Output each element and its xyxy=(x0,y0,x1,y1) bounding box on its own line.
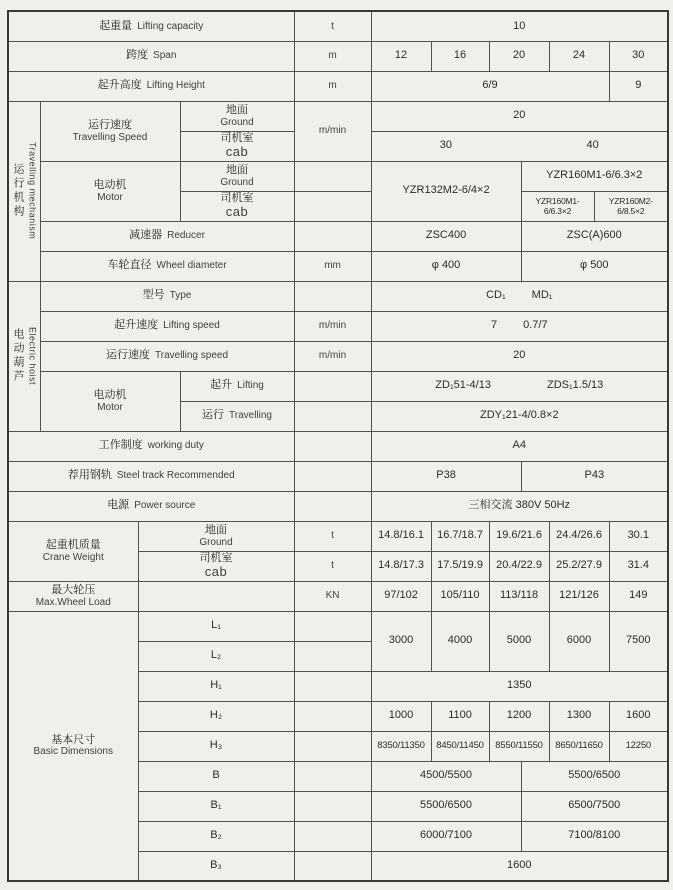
reducer-unit-cell xyxy=(294,221,371,251)
travel-speed-ground-value-cell: 20 xyxy=(371,101,668,131)
ground-sublabel-zh: 地面 xyxy=(226,103,249,116)
dim-L-value-cell: 4000 xyxy=(431,611,489,671)
lifting-capacity-label-cell xyxy=(8,11,294,41)
crane-specification-table xyxy=(7,10,669,882)
lifting-height-label-zh: 起升高度 xyxy=(97,79,142,92)
crane-weight-cab-value-cell: 20.4/22.9 xyxy=(489,551,549,581)
crane-weight-label-zh: 起重机质量 xyxy=(45,538,101,551)
hoist-motor-unit-cell xyxy=(294,401,371,431)
span-unit-cell xyxy=(294,41,371,71)
dim-H3-value-cell: 8650/11650 xyxy=(549,731,609,761)
motor-label-en: Motor xyxy=(97,191,123,203)
dim-B-right-cell: 5500/6500 xyxy=(521,761,668,791)
hoist-lifting-speed-label-en: Lifting speed xyxy=(163,320,220,332)
lifting-capacity-value-cell: 10 xyxy=(371,11,668,41)
crane-weight-cab-sublabel-cell xyxy=(138,551,294,581)
travel-speed-cab-sublabel-cell xyxy=(180,131,294,161)
section-basic-dimensions-en: Basic Dimensions xyxy=(33,746,113,758)
motor-left-value-cell: YZR132M2-6/4×2 xyxy=(371,161,521,221)
dim-L-value-cell: 6000 xyxy=(549,611,609,671)
hoist-type-values xyxy=(373,289,667,302)
row-lifting-height xyxy=(8,71,668,101)
max-wheel-load-unit: KN xyxy=(325,590,340,602)
power-source-label-zh: 电源 xyxy=(107,499,130,512)
span-unit: m xyxy=(328,50,337,62)
travel-speed-label-cell xyxy=(40,101,180,161)
dim-L-value-cell: 7500 xyxy=(609,611,668,671)
dim-H3-value-cell: 12250 xyxy=(609,731,668,761)
dim-H3-value-cell: 8350/11350 xyxy=(371,731,431,761)
lifting-height-last-cell: 9 xyxy=(609,71,668,101)
span-label-en: Span xyxy=(153,50,177,62)
hoist-motor-label-cell xyxy=(40,371,180,431)
hoist-lifting-speed-unit-cell xyxy=(294,311,371,341)
hoist-type-b: MD₁ xyxy=(531,289,553,302)
dim-unit-cell xyxy=(294,851,371,881)
hoist-type-label-cell xyxy=(40,281,294,311)
lifting-height-unit: m xyxy=(328,80,337,92)
row-hoist-type xyxy=(8,281,668,311)
dim-unit-cell xyxy=(294,731,371,761)
hoist-motor-lifting-a: ZD₁51-4/13 xyxy=(435,379,491,392)
crane-weight-ground-value-cell: 14.8/16.1 xyxy=(371,521,431,551)
lifting-capacity-unit-cell xyxy=(294,11,371,41)
span-label-cell xyxy=(8,41,294,71)
power-source-value-cell: 三相交流 380V 50Hz xyxy=(371,491,668,521)
wheel-diameter-unit: mm xyxy=(324,260,341,272)
steel-track-label-cell xyxy=(8,461,294,491)
span-value-cell: 12 xyxy=(371,41,431,71)
lifting-height-label-en: Lifting Height xyxy=(146,80,205,92)
dim-B3-value-cell: 1600 xyxy=(371,851,668,881)
crane-weight-unit: t xyxy=(331,560,334,572)
row-hoist-lifting-speed xyxy=(8,311,668,341)
row-hoist-travelling-speed xyxy=(8,341,668,371)
crane-weight-ground-value-cell: 24.4/26.6 xyxy=(549,521,609,551)
steel-track-left-cell: P38 xyxy=(371,461,521,491)
hoist-motor-travelling-value-cell: ZDY₁21-4/0.8×2 xyxy=(371,401,668,431)
section-electric-hoist xyxy=(10,283,39,429)
ground-sublabel-en: Ground xyxy=(220,116,254,128)
dim-B-left-cell: 4500/5500 xyxy=(371,761,521,791)
crane-weight-cab-value-cell: 25.2/27.9 xyxy=(549,551,609,581)
power-source-label-en: Power source xyxy=(134,500,196,512)
row-crane-weight-ground xyxy=(8,521,668,551)
hoist-lifting-speed-label-zh: 起升速度 xyxy=(114,319,159,332)
section-basic-dimensions-cell xyxy=(8,611,138,881)
dim-B2-left-cell: 6000/7100 xyxy=(371,821,521,851)
dim-L-value-cell: 5000 xyxy=(489,611,549,671)
steel-track-unit-cell xyxy=(294,461,371,491)
crane-weight-cab-value-cell: 31.4 xyxy=(609,551,668,581)
span-value-cell: 30 xyxy=(609,41,668,71)
row-span xyxy=(8,41,668,71)
row-reducer xyxy=(8,221,668,251)
dim-H1-value-cell: 1350 xyxy=(371,671,668,701)
hoist-motor-lifting-b: ZDS₁1.5/13 xyxy=(546,379,604,392)
hoist-lifting-speed-unit: m/min xyxy=(318,320,347,332)
motor-label-zh: 电动机 xyxy=(93,178,127,191)
crane-weight-unit: t xyxy=(331,530,334,542)
travel-speed-cab-right: 40 xyxy=(586,139,599,152)
ground-sublabel-zh: 地面 xyxy=(226,163,249,176)
hoist-motor-lifting-sublabel-en: Lifting xyxy=(237,380,264,392)
reducer-label-en: Reducer xyxy=(167,230,205,242)
motor-right-bottom-right-cell: YZR160M2-6/8.5×2 xyxy=(594,191,668,221)
motor-right-top-value-cell: YZR160M1-6/6.3×2 xyxy=(521,161,668,191)
steel-track-label-en: Steel track Recommended xyxy=(116,470,235,482)
row-power-source xyxy=(8,491,668,521)
hoist-lifting-speed-b: 0.7/7 xyxy=(523,319,548,332)
cab-sublabel-en: cab xyxy=(204,563,228,579)
section-travelling-mechanism-en: Travelling mechanism xyxy=(27,142,38,240)
row-steel-track xyxy=(8,461,668,491)
span-value-cell: 20 xyxy=(489,41,549,71)
hoist-travelling-speed-label-en: Travelling speed xyxy=(155,350,229,362)
travel-speed-unit: m/min xyxy=(318,125,347,137)
dim-unit-cell xyxy=(294,791,371,821)
working-duty-label-cell xyxy=(8,431,294,461)
reducer-left-value-cell: ZSC400 xyxy=(371,221,521,251)
row-hoist-motor-lifting xyxy=(8,371,668,401)
cab-sublabel-zh: 司机室 xyxy=(220,192,254,205)
reducer-label-cell xyxy=(40,221,294,251)
motor-ground-sublabel-cell xyxy=(180,161,294,191)
dim-H2-value-cell: 1300 xyxy=(549,701,609,731)
dim-unit-cell xyxy=(294,701,371,731)
dim-H3-value-cell: 8550/11550 xyxy=(489,731,549,761)
lifting-height-unit-cell xyxy=(294,71,371,101)
dim-H2-value-cell: 1000 xyxy=(371,701,431,731)
hoist-motor-travelling-sublabel-zh: 运行 xyxy=(202,409,225,422)
steel-track-right-cell: P43 xyxy=(521,461,668,491)
motor-right-bottom-left-cell: YZR160M1-6/6.3×2 xyxy=(521,191,594,221)
ground-sublabel-en: Ground xyxy=(220,176,254,188)
dim-L2-sublabel-cell: L₂ xyxy=(138,641,294,671)
dim-H3-value-cell: 8450/11450 xyxy=(431,731,489,761)
section-electric-hoist-cell xyxy=(8,281,40,431)
section-travelling-mechanism-cell xyxy=(8,101,40,281)
cab-sublabel-en: cab xyxy=(225,203,249,219)
dim-B1-left-cell: 5500/6500 xyxy=(371,791,521,821)
max-wheel-load-label-zh: 最大轮压 xyxy=(51,583,96,596)
dim-H3-sublabel-cell: H₃ xyxy=(138,731,294,761)
dim-H2-value-cell: 1600 xyxy=(609,701,668,731)
hoist-travelling-speed-unit: m/min xyxy=(318,350,347,362)
hoist-type-a: CD₁ xyxy=(486,289,506,302)
dim-B2-right-cell: 7100/8100 xyxy=(521,821,668,851)
hoist-motor-lifting-sublabel-zh: 起升 xyxy=(210,379,233,392)
hoist-lifting-speed-value-cell xyxy=(371,311,668,341)
working-duty-label-en: working duty xyxy=(147,440,204,452)
reducer-right-value-cell: ZSC(A)600 xyxy=(521,221,668,251)
row-lifting-capacity xyxy=(8,11,668,41)
motor-unit-cell xyxy=(294,161,371,191)
hoist-travelling-speed-value-cell: 20 xyxy=(371,341,668,371)
travel-speed-cab-left: 30 xyxy=(439,139,453,152)
dim-unit-cell xyxy=(294,641,371,671)
dim-unit-cell xyxy=(294,611,371,641)
lifting-height-main-cell: 6/9 xyxy=(371,71,609,101)
section-travelling-mechanism xyxy=(10,103,39,279)
dim-B1-right-cell: 6500/7500 xyxy=(521,791,668,821)
wheel-diameter-label-en: Wheel diameter xyxy=(156,260,227,272)
span-label-zh: 跨度 xyxy=(126,49,149,62)
section-basic-dimensions-zh: 基本尺寸 xyxy=(51,733,96,746)
hoist-travelling-speed-unit-cell xyxy=(294,341,371,371)
hoist-type-label-zh: 型号 xyxy=(142,289,165,302)
row-max-wheel-load xyxy=(8,581,668,611)
hoist-motor-label-zh: 电动机 xyxy=(93,388,127,401)
max-wheel-load-unit-cell xyxy=(294,581,371,611)
hoist-motor-lifting-values xyxy=(373,379,667,392)
reducer-label-zh: 减速器 xyxy=(129,229,163,242)
dim-unit-cell xyxy=(294,671,371,701)
crane-weight-ground-value-cell: 16.7/18.7 xyxy=(431,521,489,551)
lifting-capacity-unit: t xyxy=(331,20,334,32)
hoist-travelling-speed-label-cell xyxy=(40,341,294,371)
row-motor-ground xyxy=(8,161,668,191)
hoist-type-value-cell xyxy=(371,281,668,311)
hoist-lifting-speed-values xyxy=(373,319,667,332)
max-wheel-load-value-cell: 121/126 xyxy=(549,581,609,611)
working-duty-label-zh: 工作制度 xyxy=(98,439,143,452)
hoist-motor-unit-cell xyxy=(294,371,371,401)
travel-speed-label-zh: 运行速度 xyxy=(88,118,132,131)
wheel-diameter-label-cell xyxy=(40,251,294,281)
wheel-diameter-right-cell: φ 500 xyxy=(521,251,668,281)
max-wheel-load-value-cell: 113/118 xyxy=(489,581,549,611)
hoist-lifting-speed-label-cell xyxy=(40,311,294,341)
motor-label-cell xyxy=(40,161,180,221)
dim-unit-cell xyxy=(294,821,371,851)
dim-L-value-cell: 3000 xyxy=(371,611,431,671)
dim-H2-value-cell: 1100 xyxy=(431,701,489,731)
row-dim-L1 xyxy=(8,611,668,641)
row-wheel-diameter xyxy=(8,251,668,281)
max-wheel-load-label-cell xyxy=(8,581,138,611)
max-wheel-load-sublabel-cell xyxy=(138,581,294,611)
section-electric-hoist-zh: 电动葫芦 xyxy=(11,328,24,384)
travel-speed-label-en: Travelling Speed xyxy=(72,131,148,143)
hoist-motor-travelling-sublabel-cell xyxy=(180,401,294,431)
hoist-motor-label-en: Motor xyxy=(97,401,123,413)
crane-weight-unit-cell xyxy=(294,551,371,581)
cab-sublabel-zh: 司机室 xyxy=(199,552,233,565)
wheel-diameter-left-cell: φ 400 xyxy=(371,251,521,281)
travel-speed-cab-values-cell xyxy=(371,131,668,161)
cab-sublabel-en: cab xyxy=(225,143,249,159)
motor-cab-sublabel-cell xyxy=(180,191,294,221)
span-value-cell: 16 xyxy=(431,41,489,71)
ground-sublabel-en: Ground xyxy=(199,536,233,548)
power-source-label-cell xyxy=(8,491,294,521)
max-wheel-load-value-cell: 105/110 xyxy=(431,581,489,611)
lifting-capacity-label-en: Lifting capacity xyxy=(137,20,204,32)
dim-unit-cell xyxy=(294,761,371,791)
steel-track-label-zh: 荐用钢轨 xyxy=(67,469,112,482)
dim-B1-sublabel-cell: B₁ xyxy=(138,791,294,821)
crane-weight-ground-value-cell: 19.6/21.6 xyxy=(489,521,549,551)
crane-weight-cab-value-cell: 17.5/19.9 xyxy=(431,551,489,581)
crane-weight-ground-sublabel-cell xyxy=(138,521,294,551)
travel-speed-ground-sublabel-cell xyxy=(180,101,294,131)
dim-B-sublabel-cell: B xyxy=(138,761,294,791)
crane-weight-unit-cell xyxy=(294,521,371,551)
crane-weight-label-cell xyxy=(8,521,138,581)
max-wheel-load-label-en: Max.Wheel Load xyxy=(35,596,111,608)
hoist-type-unit-cell xyxy=(294,281,371,311)
section-electric-hoist-en: Electric hoist xyxy=(27,326,38,386)
crane-weight-label-en: Crane Weight xyxy=(42,551,104,563)
crane-weight-cab-value-cell: 14.8/17.3 xyxy=(371,551,431,581)
section-travelling-mechanism-zh: 运行机构 xyxy=(11,163,24,219)
dim-H2-sublabel-cell: H₂ xyxy=(138,701,294,731)
dim-H2-value-cell: 1200 xyxy=(489,701,549,731)
working-duty-unit-cell xyxy=(294,431,371,461)
travel-speed-unit-cell xyxy=(294,101,371,161)
row-working-duty xyxy=(8,431,668,461)
max-wheel-load-value-cell: 97/102 xyxy=(371,581,431,611)
cab-sublabel-zh: 司机室 xyxy=(220,132,254,145)
lifting-capacity-label-zh: 起重量 xyxy=(99,19,133,32)
hoist-motor-lifting-sublabel-cell xyxy=(180,371,294,401)
crane-weight-ground-value-cell: 30.1 xyxy=(609,521,668,551)
hoist-type-label-en: Type xyxy=(169,290,192,302)
dim-L1-sublabel-cell: L₁ xyxy=(138,611,294,641)
hoist-lifting-speed-a: 7 xyxy=(490,319,498,332)
dim-H1-sublabel-cell: H₁ xyxy=(138,671,294,701)
wheel-diameter-unit-cell xyxy=(294,251,371,281)
dim-B2-sublabel-cell: B₂ xyxy=(138,821,294,851)
motor-unit-cell xyxy=(294,191,371,221)
hoist-motor-lifting-value-cell xyxy=(371,371,668,401)
travel-speed-cab-values xyxy=(373,139,667,152)
hoist-travelling-speed-label-zh: 运行速度 xyxy=(106,349,150,362)
row-travel-speed-ground xyxy=(8,101,668,131)
working-duty-value-cell: A4 xyxy=(371,431,668,461)
wheel-diameter-label-zh: 车轮直径 xyxy=(107,259,152,272)
dim-B3-sublabel-cell: B₃ xyxy=(138,851,294,881)
hoist-motor-travelling-sublabel-en: Travelling xyxy=(229,410,272,422)
span-value-cell: 24 xyxy=(549,41,609,71)
power-source-unit-cell xyxy=(294,491,371,521)
ground-sublabel-zh: 地面 xyxy=(205,523,228,536)
max-wheel-load-value-cell: 149 xyxy=(609,581,668,611)
lifting-height-label-cell xyxy=(8,71,294,101)
